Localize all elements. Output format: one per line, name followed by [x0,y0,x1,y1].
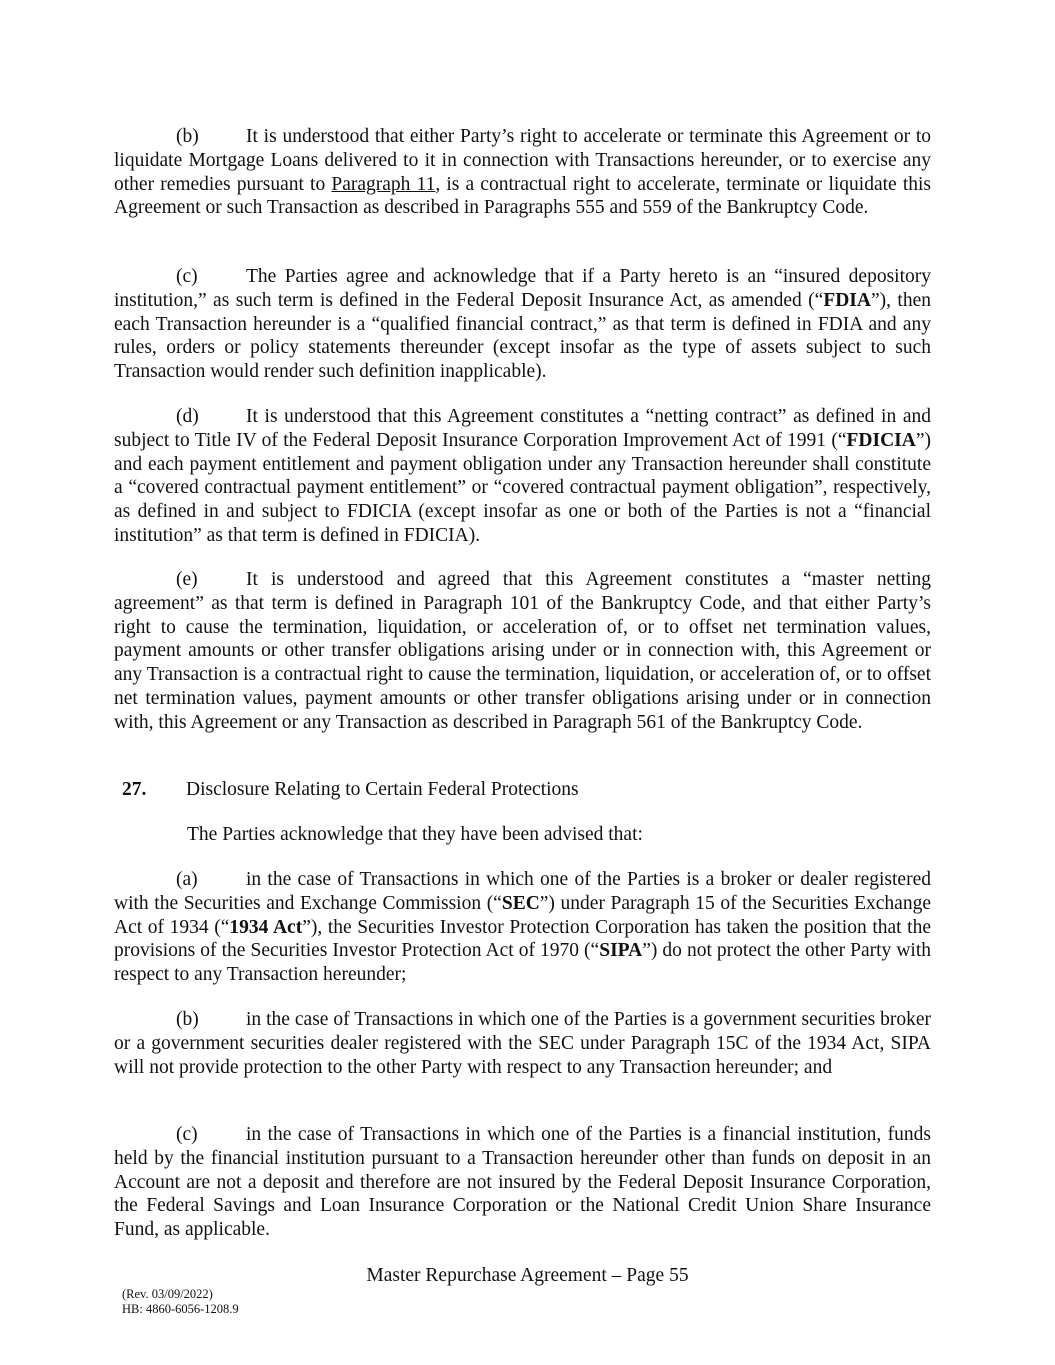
paragraph-text-cont-2: ”), the Securities Investor Protection Corporation has taken the position that the provisions of the Securities Investor Protection Act of 1970 (“ [114,916,931,962]
revision-date: (Rev. 03/09/2022) [122,1287,213,1301]
paragraph-label: (e) [176,569,198,590]
page-footer-title: Master Repurchase Agreement – Page 55 [366,1265,689,1286]
footer-metadata [122,1287,239,1317]
defined-term-sec: SEC [501,892,540,914]
paragraph-e-master-netting [114,568,931,735]
paragraph-text: in the case of Transactions in which one of the Parties is a government securities broker or a government securities dealer registered with the SEC under Paragraph 15C of the 1934 Act, SIPA will not provide protection to the other Party with respect to any Transaction hereunder; and [114,1009,931,1078]
paragraph-text-cont-3: ”) do not protect the other Party with respect to any Transaction hereunder; [114,940,931,986]
defined-term-fdia: FDIA [823,289,871,311]
document-id: HB: 4860-6056-1208.9 [122,1302,239,1316]
paragraph-text-cont: ”) and each payment entitlement and payment obligation under any Transaction hereunder shall constitute a “covered contractual payment entitlement” or “covered contractual payment obligation”, respectively, as defined in and subject to FDICIA (except insofar as one or both of the Parties is not a “financial institution” as that term is defined in FDICIA). [114,429,931,546]
section-intro: The Parties acknowledge that they have been advised that: [187,824,643,845]
section-number: 27. [122,779,147,800]
paragraph-label: (b) [176,126,199,147]
section-title: Disclosure Relating to Certain Federal Protections [186,779,579,800]
paragraph-text: in the case of Transactions in which one of the Parties is a financial institution, funds held by the financial institution pursuant to a Transaction hereunder other than funds on deposit in an Account are not a deposit and therefore are not insured by the Federal Deposit Insurance Corporation, the Federal Savings and Loan Insurance Corporation or the National Credit Union Share Insurance Fund, as applicable. [114,1124,931,1241]
paragraph-c-insured-depository [114,265,931,384]
paragraph-c-financial-institution [114,1123,931,1242]
defined-term-1934-act: 1934 Act [229,916,303,938]
defined-term-sipa: SIPA [599,940,643,962]
paragraph-label: (c) [176,1124,198,1145]
paragraph-label: (a) [176,869,198,890]
section-heading [122,778,579,802]
paragraph-text: It is understood that either Party’s right to accelerate or terminate this Agreement or to liquidate Mortgage Loans delivered to it in connection with Transactions hereunder, or to exercise any other remedies pursuant to [114,126,931,195]
paragraph-label: (d) [176,406,199,427]
paragraph-label: (b) [176,1009,199,1030]
paragraph-label: (c) [176,266,198,287]
paragraph-text: It is understood that this Agreement constitutes a “netting contract” as defined in and subject to Title IV of the Federal Deposit Insurance Corporation Improvement Act of 1991 (“ [114,406,931,451]
paragraph-text: The Parties agree and acknowledge that if a Party hereto is an “insured depository institution,” as such term is defined in the Federal Deposit Insurance Act, as amended (“ [114,266,931,311]
paragraph-d-netting-contract [114,405,931,548]
paragraph-b-acceleration-rights [114,125,931,220]
paragraph-11-reference: Paragraph 11 [331,173,436,195]
paragraph-b-government-securities [114,1008,931,1079]
paragraph-a-broker-dealer [114,868,931,987]
defined-term-fdicia: FDICIA [846,429,916,451]
paragraph-text-cont: , is a contractual right to accelerate, terminate or liquidate this Agreement or such Transaction as described in Paragraphs 555 and 559 of the Bankruptcy Code. [114,173,931,219]
paragraph-text-cont: ”) under Paragraph 15 of the Securities Exchange Act of 1934 (“ [114,892,931,938]
paragraph-text-cont: ”), then each Transaction hereunder is a “qualified financial contract,” as that term is defined in FDIA and any rules, orders or policy statements thereunder (except insofar as the type of assets subject to such Transaction would render such definition inapplicable). [114,289,931,383]
paragraph-text: It is understood and agreed that this Agreement constitutes a “master netting agreement” as that term is defined in Paragraph 101 of the Bankruptcy Code, and that either Party’s right to cause the termination, liquidation, or acceleration of, or to offset net termination values, payment amounts or other transfer obligations arising under or in connection with, this Agreement or any Transaction is a contractual right to cause the termination, liquidation, or acceleration of, or to offset net termination values, payment amounts or other transfer obligations arising under or in connection with, this Agreement or any Transaction as described in Paragraph 561 of the Bankruptcy Code. [114,569,931,733]
paragraph-text: in the case of Transactions in which one of the Parties is a broker or dealer registered with the Securities and Exchange Commission (“ [114,869,931,914]
